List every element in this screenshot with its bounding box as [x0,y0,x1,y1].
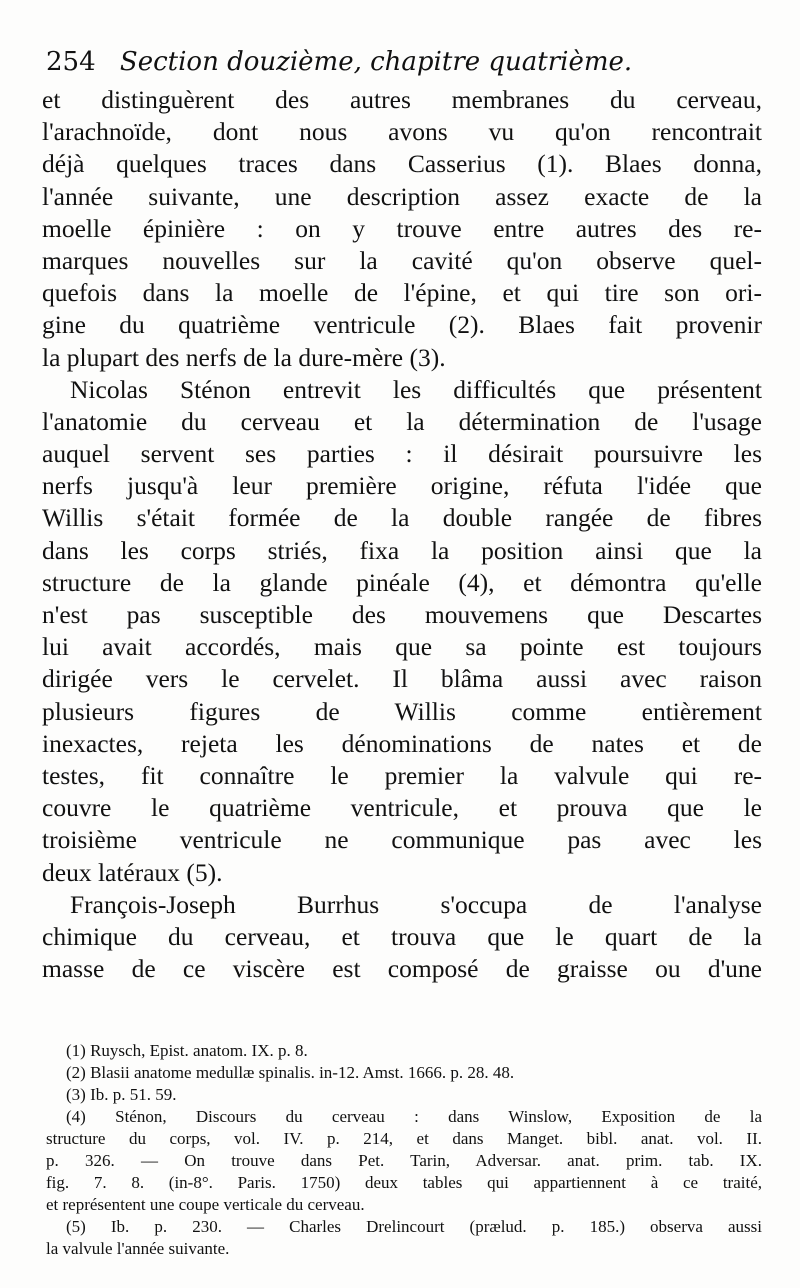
footnote-line: p. 326. — On trouve dans Pet. Tarin, Adversar. anat. prim. tab. IX. [46,1151,762,1170]
footnote: (4) Sténon, Discours du cerveau : dans Winslow, Exposition de la [66,1107,762,1126]
body-line: couvre le quatrième ventricule, et prouva que le [42,793,762,823]
body-line: dirigée vers le cervelet. Il blâma aussi avec raison [42,664,762,694]
body-line: la plupart des nerfs de la dure-mère (3). [42,342,446,372]
running-title: Section douzième, chapitre quatrième. [119,47,633,77]
body-line: troisième ventricule ne communique pas avec les [42,825,762,855]
body-line: plusieurs figures de Willis comme entièrement [42,696,762,726]
footnote: (3) Ib. p. 51. 59. [66,1085,177,1104]
body-line: marques nouvelles sur la cavité qu'on observe quel- [42,245,762,275]
footnote-line: fig. 7. 8. (in-8°. Paris. 1750) deux tables qui appartiennent à ce traité, [46,1173,762,1192]
body-line: l'anatomie du cerveau et la détermination de l'usage [42,406,762,436]
body-line: dans les corps striés, fixa la position ainsi que la [42,535,762,565]
body-line: lui avait accordés, mais que sa pointe est toujours [42,632,762,662]
body-text [42,84,762,985]
body-line: et distinguèrent des autres membranes du cerveau, [42,85,762,114]
body-line: moelle épinière : on y trouve entre autres des re- [42,213,762,243]
page-number: 254 [46,47,96,77]
footnote-line: et représentent une coupe verticale du cerveau. [46,1195,365,1214]
body-line: chimique du cerveau, et trouva que le quart de la [42,921,762,951]
body-line: l'arachnoïde, dont nous avons vu qu'on rencontrait [42,117,762,147]
body-line: inexactes, rejeta les dénominations de nates et de [42,728,762,758]
body-line: quefois dans la moelle de l'épine, et qui tire son ori- [42,278,762,308]
paragraph-start: Nicolas Sténon entrevit les difficultés que présentent [70,374,762,404]
body-line: déjà quelques traces dans Casserius (1). Blaes donna, [42,149,762,179]
footnote: (1) Ruysch, Epist. anatom. IX. p. 8. [66,1041,308,1060]
body-line: masse de ce viscère est composé de graisse ou d'une [42,954,762,984]
body-line: n'est pas susceptible des mouvemens que Descartes [42,600,762,629]
paragraph-start: François-Joseph Burrhus s'occupa de l'analyse [70,889,762,919]
body-line: l'année suivante, une description assez exacte de la [42,181,762,211]
body-line: Willis s'était formée de la double rangée de fibres [42,503,762,533]
body-line: deux latéraux (5). [42,857,223,887]
footnote: (5) Ib. p. 230. — Charles Drelincourt (prælud. p. 185.) observa aussi [66,1217,762,1236]
body-line: testes, fit connaître le premier la valvule qui re- [42,760,762,790]
footnote-line: structure du corps, vol. IV. p. 214, et dans Manget. bibl. anat. vol. II. [46,1129,762,1148]
footnotes [46,1040,762,1260]
body-line: structure de la glande pinéale (4), et démontra qu'elle [42,567,762,597]
body-line: auquel servent ses parties : il désirait poursuivre les [42,439,762,469]
body-line: nerfs jusqu'à leur première origine, réfuta l'idée que [42,471,762,501]
footnote-line: la valvule l'année suivante. [46,1239,230,1258]
running-header [46,42,766,82]
body-line: gine du quatrième ventricule (2). Blaes fait provenir [42,310,762,340]
footnote: (2) Blasii anatome medullæ spinalis. in-12. Amst. 1666. p. 28. 48. [66,1063,515,1082]
